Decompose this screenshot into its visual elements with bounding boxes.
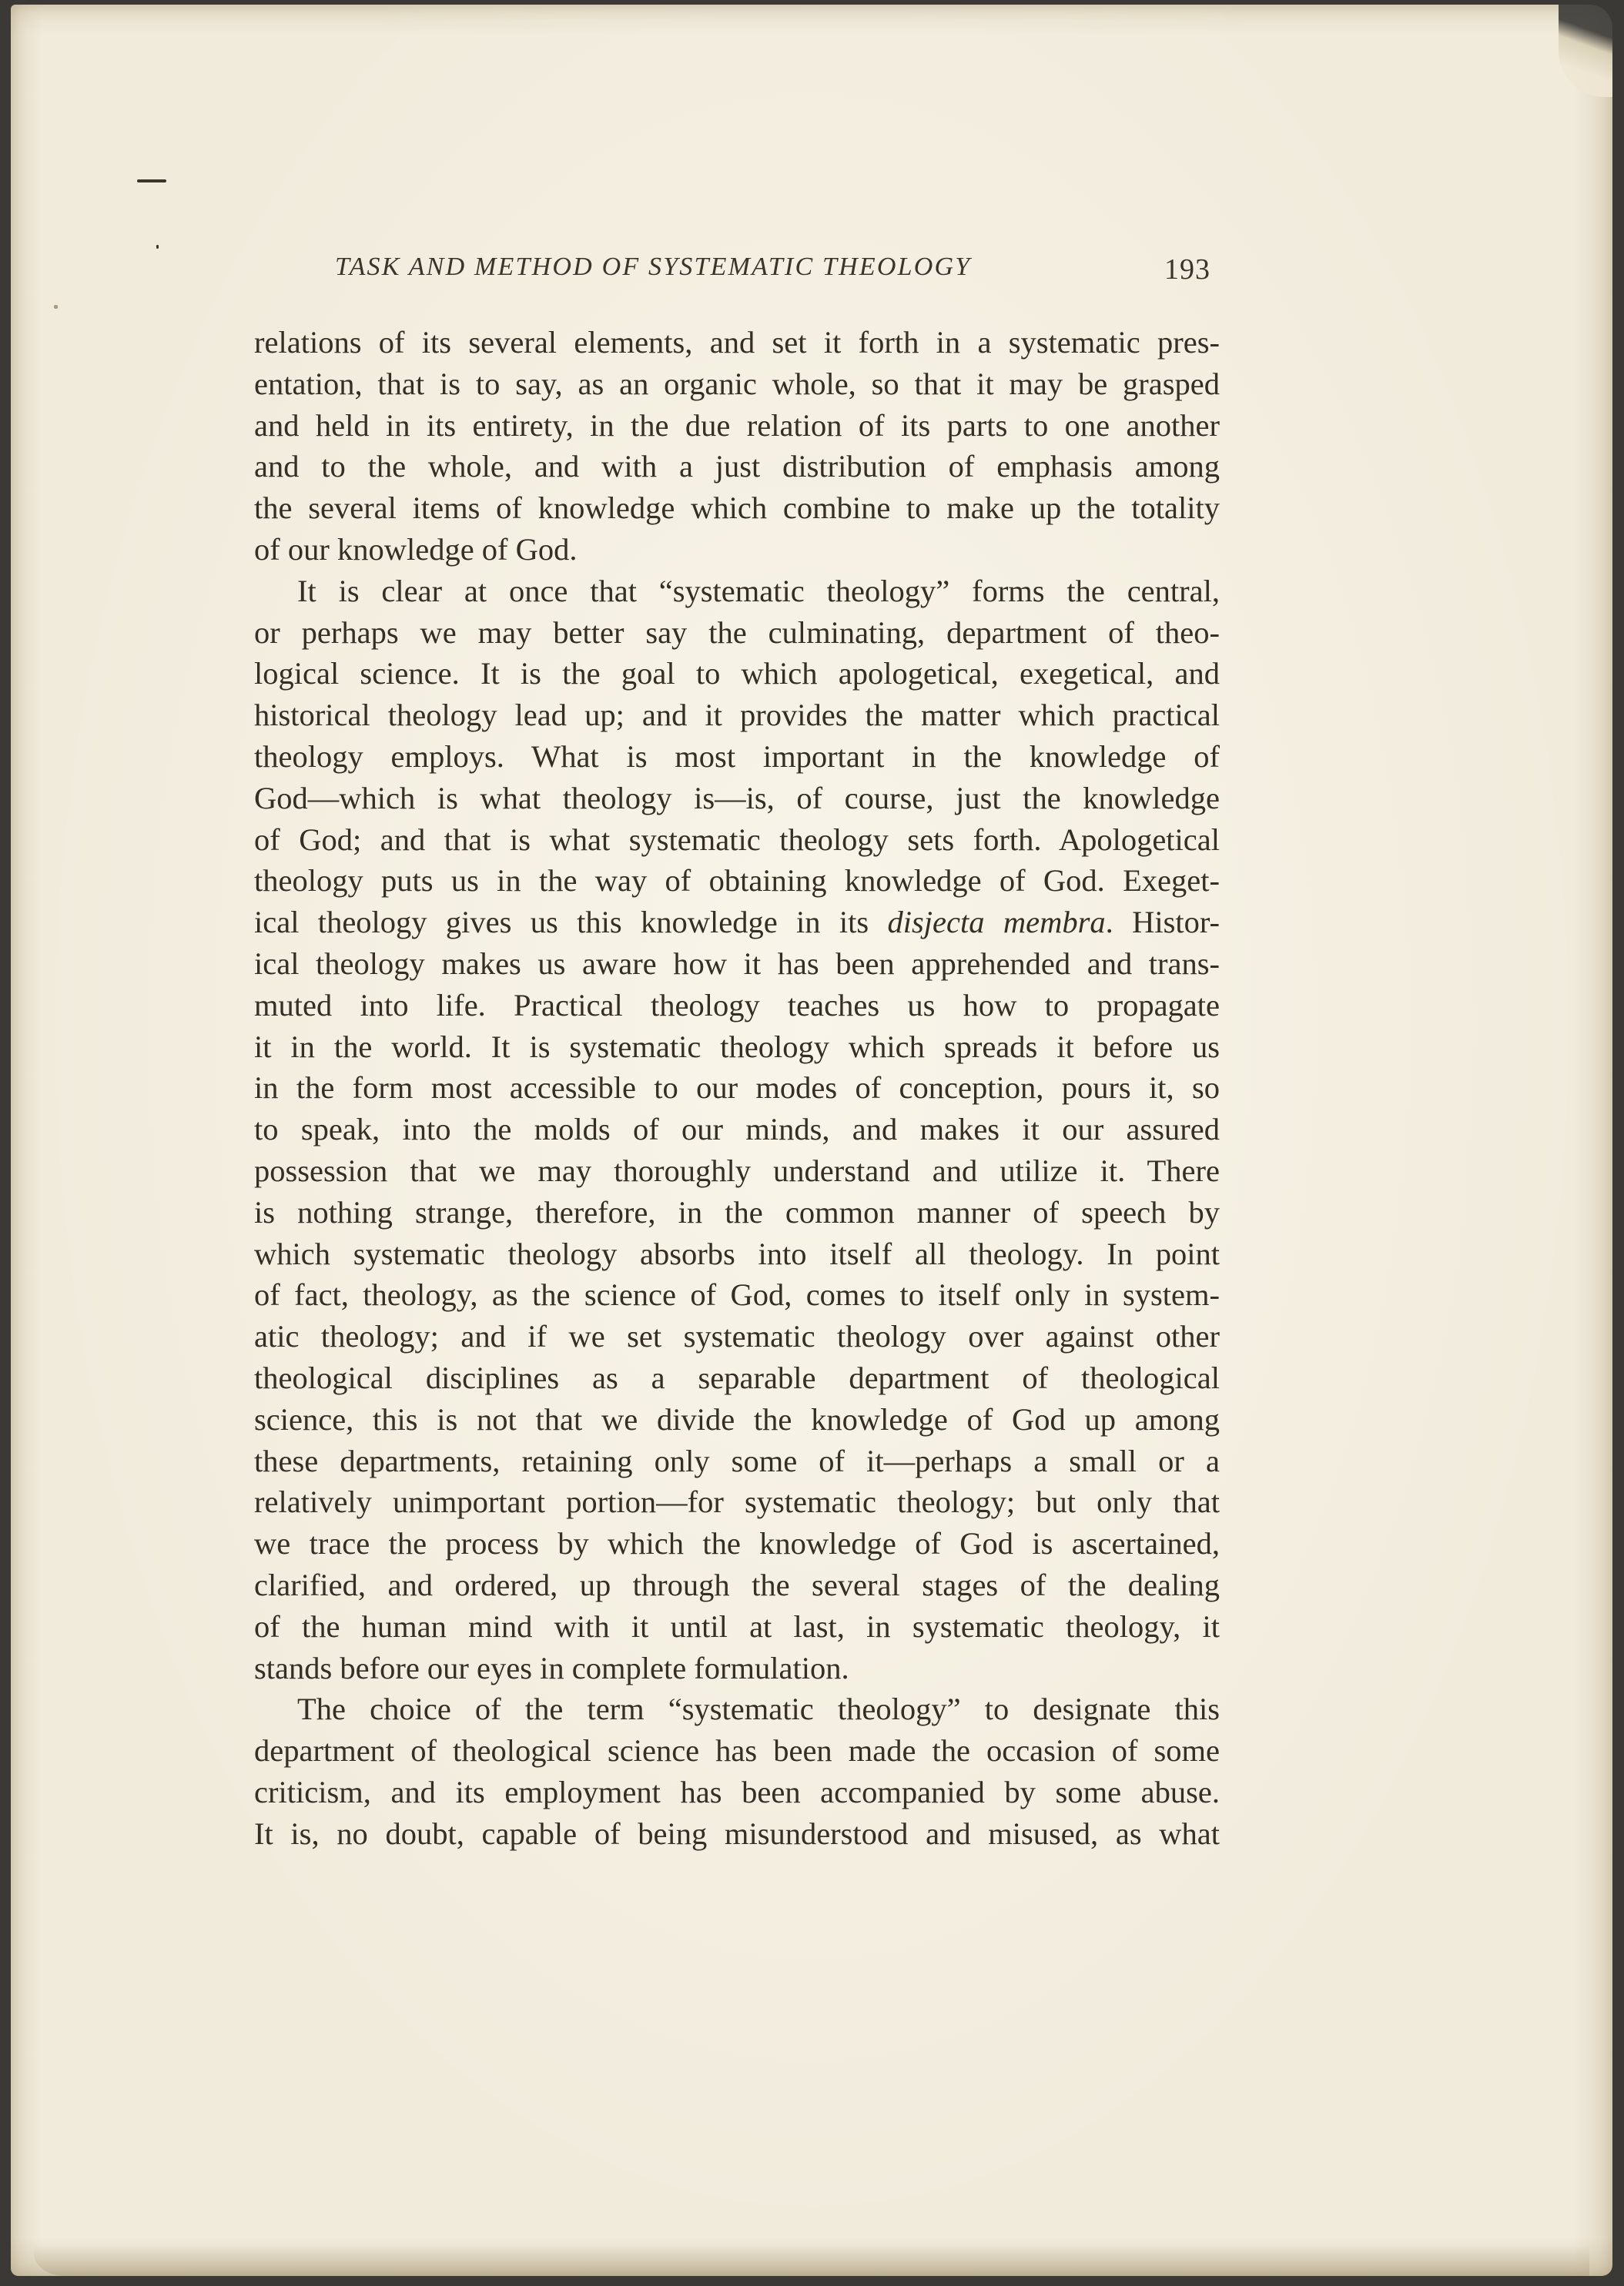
- text-line: ical theology makes us aware how it has been apprehended and trans-: [254, 946, 1220, 981]
- running-head: [0, 253, 1624, 291]
- text-line: of our knowledge of God.: [254, 531, 578, 567]
- text-line: it in the world. It is systematic theology which spreads it before us: [254, 1029, 1220, 1064]
- page-edge-shadow: [34, 2245, 1589, 2276]
- text-line: It is clear at once that “systematic theology” forms the central,: [297, 573, 1220, 608]
- italic-phrase: disjecta membra: [887, 905, 1106, 940]
- text-line: department of theological science has been made the occasion of some: [254, 1733, 1220, 1769]
- text-line: theology employs. What is most important in the knowledge of: [254, 738, 1220, 774]
- text-line: and held in its entirety, in the due relation of its parts to one another: [254, 407, 1220, 443]
- ink-speck: [54, 305, 58, 309]
- text-line: historical theology lead up; and it provides the matter which practical: [254, 698, 1220, 733]
- text-line: to speak, into the molds of our minds, and makes it our assured: [254, 1112, 1220, 1147]
- ink-speck: [156, 245, 159, 249]
- text-line: relations of its several elements, and set it forth in a systematic pres-: [254, 325, 1220, 360]
- page-number: 193: [1164, 253, 1210, 286]
- text-line: science, this is not that we divide the knowledge of God up among: [254, 1401, 1220, 1437]
- text-line: and to the whole, and with a just distribution of emphasis among: [254, 449, 1220, 484]
- text-line: of fact, theology, as the science of God, comes to itself only in system-: [254, 1277, 1220, 1313]
- text-line: theology puts us in the way of obtaining knowledge of God. Exeget-: [254, 863, 1220, 899]
- text-line: stands before our eyes in complete formulation.: [254, 1650, 849, 1685]
- text-line: The choice of the term “systematic theology” to designate this: [297, 1692, 1220, 1727]
- text-line: is nothing strange, therefore, in the common manner of speech by: [254, 1194, 1220, 1230]
- text-line: or perhaps we may better say the culminating, department of theo-: [254, 614, 1220, 650]
- text-line: which systematic theology absorbs into itself all theology. In point: [254, 1236, 1220, 1271]
- text-line: theological disciplines as a separable department of theological: [254, 1360, 1220, 1395]
- folded-corner: [1559, 5, 1612, 97]
- text-line: the several items of knowledge which combine to make up the totality: [254, 490, 1220, 526]
- ink-speck: [137, 179, 166, 182]
- text-line: we trace the process by which the knowledge of God is ascertained,: [254, 1526, 1220, 1561]
- text-line: It is, no doubt, capable of being misunderstood and misused, as what: [254, 1816, 1220, 1851]
- text-line: possession that we may thoroughly understand and utilize it. There: [254, 1153, 1220, 1188]
- text-line: of the human mind with it until at last, in systematic theology, it: [254, 1608, 1220, 1644]
- text-line: logical science. It is the goal to which apologetical, exegetical, and: [254, 656, 1220, 691]
- text-line: criticism, and its employment has been accompanied by some abuse.: [254, 1774, 1220, 1809]
- text-line: relatively unimportant portion—for systematic theology; but only that: [254, 1484, 1220, 1520]
- running-title: TASK AND METHOD OF SYSTEMATIC THEOLOGY: [335, 253, 972, 281]
- text-line-with-italic: [254, 902, 1220, 943]
- text-line: in the form most accessible to our modes of conception, pours it, so: [254, 1070, 1220, 1106]
- text-segment: ical theology gives us this knowledge in its: [254, 905, 869, 940]
- text-line: of God; and that is what systematic theology sets forth. Apologetical: [254, 822, 1220, 857]
- text-line: clarified, and ordered, up through the several stages of the dealing: [254, 1567, 1220, 1602]
- text-segment: . Histor-: [1105, 905, 1221, 940]
- text-line: these departments, retaining only some of it—perhaps a small or a: [254, 1443, 1220, 1478]
- text-line: God—which is what theology is—is, of course, just the knowledge: [254, 780, 1220, 815]
- text-line: atic theology; and if we set systematic theology over against other: [254, 1319, 1220, 1354]
- text-line: entation, that is to say, as an organic whole, so that it may be grasped: [254, 366, 1220, 401]
- text-line: muted into life. Practical theology teaches us how to propagate: [254, 987, 1220, 1023]
- body-text: [254, 322, 1220, 1854]
